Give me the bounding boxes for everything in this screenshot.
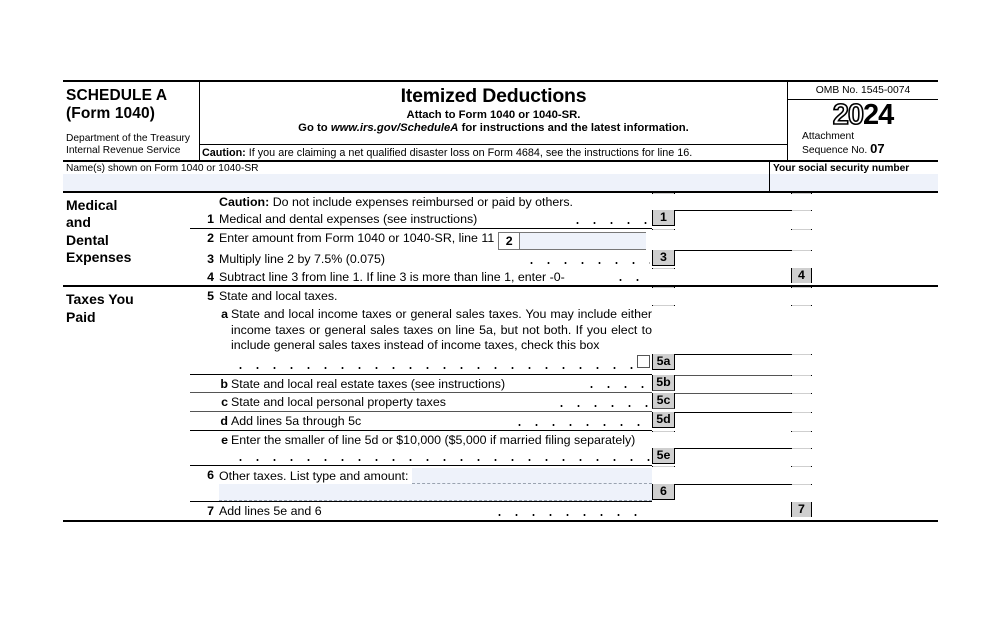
table-row — [190, 431, 938, 449]
line-5-number: 5 — [207, 289, 214, 304]
section-medical-body — [190, 193, 938, 286]
dept-line-1: Department of the Treasury — [66, 132, 191, 144]
line-5b-amount-input[interactable] — [675, 375, 791, 376]
line-4-box-label: 4 — [791, 268, 812, 283]
cola-spacer-5a-top — [652, 305, 675, 306]
line-5e-number — [190, 431, 214, 449]
line-5e-letter: e — [221, 432, 228, 447]
dept-line-2: Internal Revenue Service — [66, 145, 181, 157]
colb-spacer-5e — [791, 431, 812, 432]
line-1-box-label: 1 — [652, 210, 675, 226]
line-7-number: 7 — [207, 504, 214, 519]
line-4-leader — [608, 268, 652, 286]
line-5a-label: State and local income taxes or general sales taxes. You may include either income taxes or general sales taxes on line 5a, but not both. If you elect to include general sales taxes instead of income taxes, check this box — [231, 306, 652, 353]
section-taxes-label-line-1: Taxes You — [66, 291, 134, 308]
goto-instruction — [200, 122, 787, 134]
section-medical-label-line-3: Dental — [66, 231, 109, 248]
line-5a-amount-input[interactable] — [675, 354, 791, 355]
line-5c-number — [190, 393, 214, 411]
goto-suffix: for instructions and the latest information. — [458, 122, 689, 134]
line-5a-entry-row — [190, 354, 938, 375]
line-5e-leader — [228, 448, 652, 465]
schedule-name — [66, 87, 196, 124]
line-6-label: Other taxes. List type and amount: — [219, 468, 409, 483]
line-5e-entry-letter-spacer — [214, 456, 228, 458]
form-header — [63, 80, 938, 162]
line-5e-entry-num-spacer — [190, 456, 214, 458]
section-medical-label-line-2: and — [66, 214, 91, 231]
section-taxes-label — [63, 287, 190, 520]
line-1-leader — [565, 210, 652, 228]
line-5d-text: Add lines 5a through 5c — [231, 414, 362, 429]
line-5b-box-label: 5b — [652, 375, 675, 391]
table-row — [190, 305, 938, 354]
line-5-text: State and local taxes. — [219, 289, 338, 304]
line-5a-text — [228, 305, 652, 354]
medical-caution-row — [190, 193, 938, 211]
table-row — [190, 210, 938, 229]
schedule-name-text: SCHEDULE A — [66, 87, 168, 104]
table-row — [190, 412, 938, 431]
line-3-number-box-top — [652, 229, 675, 230]
ssn-field-group — [770, 162, 938, 191]
sales-tax-election-checkbox[interactable] — [637, 355, 650, 368]
schedule-form-text: (Form 1040) — [66, 105, 155, 123]
line-2-number: 2 — [207, 231, 214, 246]
header-omb-block — [788, 82, 938, 160]
medical-caution-num — [190, 193, 214, 211]
line-6-box-label: 6 — [652, 484, 675, 500]
line-2-amount-input[interactable] — [520, 233, 646, 249]
line-5c-amount-input[interactable] — [675, 393, 791, 394]
colb-spacer-5e2 — [791, 448, 812, 449]
colb-spacer-3 — [791, 229, 812, 230]
line-1-amount-input[interactable] — [675, 210, 791, 211]
colb-spacer-5b — [791, 375, 812, 376]
tax-year — [788, 99, 938, 131]
table-row — [190, 375, 938, 394]
line-6-text — [214, 466, 652, 484]
line-5a-entry-num-spacer — [190, 363, 214, 365]
sequence-number: 07 — [870, 141, 885, 157]
department-block — [66, 133, 196, 158]
colb-spacer-5d — [791, 412, 812, 413]
line-5a-letter: a — [221, 306, 228, 321]
line-2-text — [214, 229, 652, 250]
line-6-amount-input[interactable] — [675, 484, 791, 485]
line-5e-text: Enter the smaller of line 5d or $10,000 ($5,000 if married filing separately) — [231, 432, 636, 447]
attachment-sequence — [788, 131, 938, 158]
line-2-label: Enter amount from Form 1040 or 1040-SR, line 11 — [219, 231, 495, 246]
line-3-amount-input[interactable] — [675, 250, 791, 251]
tax-year-century: 20 — [832, 99, 863, 131]
cola-spacer-line7 — [652, 502, 675, 503]
cola-spacer-line4 — [652, 268, 675, 269]
line-5c-letter: c — [221, 395, 228, 410]
header-schedule-block — [63, 82, 200, 160]
omb-number: OMB No. 1545-0074 — [788, 82, 938, 100]
table-row — [190, 466, 938, 484]
header-caution-text: If you are claiming a net qualified disaster loss on Form 4684, see the instructions for line 16. — [245, 146, 693, 159]
table-row — [190, 287, 938, 305]
schedule-a-form — [63, 80, 938, 522]
name-input[interactable] — [63, 174, 769, 191]
colb-spacer-4 — [791, 250, 812, 251]
irs-url-link[interactable]: www.irs.gov/ScheduleA — [330, 122, 459, 134]
colb-spacer-line6b — [791, 484, 812, 485]
line-5c-text: State and local personal property taxes — [231, 395, 446, 410]
line-7-box-label: 7 — [791, 502, 812, 517]
colb-spacer-5a — [791, 305, 812, 306]
goto-prefix: Go to — [298, 122, 331, 134]
line-6-entry-num-spacer — [190, 499, 214, 501]
colb-spacer-line6 — [791, 466, 812, 467]
name-field-label: Name(s) shown on Form 1040 or 1040-SR — [66, 162, 259, 174]
line-2-inline-box — [498, 232, 646, 250]
line-7-leader — [487, 502, 652, 520]
line-5e-box-label: 5e — [652, 448, 675, 464]
colb-spacer-1 — [791, 193, 812, 194]
line-1-number: 1 — [207, 212, 214, 227]
cola-spacer-line6-top — [652, 466, 675, 467]
line-5a-leader — [228, 355, 635, 373]
line-4-text: Subtract line 3 from line 1. If line 3 is more than line 1, enter -0- — [219, 269, 565, 284]
table-row — [190, 502, 938, 520]
line-6-writein-type-input[interactable] — [412, 468, 652, 484]
section-taxes-label-line-2: Paid — [66, 308, 96, 325]
attachment-label: Attachment — [802, 130, 855, 142]
line-6-entry-row — [190, 484, 938, 502]
colb-spacer-2 — [791, 210, 812, 211]
cola-spacer-line5 — [652, 287, 675, 288]
medical-caution-body: Do not include expenses reimbursed or paid by others. — [269, 194, 573, 209]
line-1-number-box-top — [652, 193, 675, 194]
line-6-writein-amount-input[interactable] — [219, 484, 652, 501]
section-medical-label-line-1: Medical — [66, 196, 118, 213]
line-4-number: 4 — [207, 269, 214, 284]
medical-caution-text — [214, 193, 652, 211]
line-3-box-label: 3 — [652, 250, 675, 266]
line-5c-box-label: 5c — [652, 393, 675, 409]
taxpayer-identity-row — [63, 162, 938, 193]
line-5a-entry-letter-spacer — [214, 363, 228, 365]
attach-instruction: Attach to Form 1040 or 1040-SR. — [406, 109, 581, 121]
colb-spacer-line5 — [791, 287, 812, 288]
medical-caution-label: Caution: — [219, 194, 270, 209]
line-5d-amount-input[interactable] — [675, 412, 791, 413]
section-medical-label — [63, 193, 190, 286]
ssn-field-label: Your social security number — [773, 162, 910, 174]
line-5b-leader — [579, 375, 652, 393]
line-5b-letter: b — [220, 376, 228, 391]
header-caution — [200, 144, 787, 160]
sequence-label: Sequence No. — [802, 145, 868, 157]
line-5c-leader — [549, 393, 652, 411]
line-6-writein-row2 — [214, 484, 652, 501]
cola-spacer-5e-top — [652, 431, 675, 432]
table-row — [190, 268, 938, 286]
line-1-text: Medical and dental expenses (see instructions) — [219, 212, 478, 227]
table-row — [190, 250, 938, 268]
line-7-text: Add lines 5e and 6 — [219, 504, 322, 519]
section-medical-label-line-4: Expenses — [66, 248, 132, 265]
line-5b-number — [190, 375, 214, 393]
line-5d-number — [190, 412, 214, 430]
tax-year-short: 24 — [863, 99, 894, 131]
line-2-inline-box-label: 2 — [499, 233, 520, 249]
line-5b-text: State and local real estate taxes (see instructions) — [231, 376, 506, 391]
header-caution-label: Caution: — [202, 146, 246, 159]
form-title: Itemized Deductions — [400, 85, 587, 107]
table-row — [190, 229, 938, 250]
ssn-input[interactable] — [770, 174, 938, 191]
line-5a-checkbox-wrap — [635, 354, 652, 374]
colb-spacer-5c — [791, 393, 812, 394]
colb-spacer-5a2 — [791, 354, 812, 355]
section-taxes-you-paid — [63, 287, 938, 522]
cola-entry-5a-top — [675, 305, 791, 306]
name-field-group — [63, 162, 770, 191]
table-row — [190, 393, 938, 412]
line-3-number: 3 — [207, 252, 214, 267]
section-taxes-body — [190, 287, 938, 520]
line-5a-box-label: 5a — [652, 354, 675, 370]
line-6-number: 6 — [207, 468, 214, 483]
line-5a-number — [190, 305, 214, 307]
line-5e-entry-row — [190, 448, 938, 466]
line-5e-amount-input[interactable] — [675, 448, 791, 449]
line-3-text: Multiply line 2 by 7.5% (0.075) — [219, 252, 385, 267]
header-title-block — [200, 82, 788, 160]
line-5d-box-label: 5d — [652, 412, 675, 428]
section-medical-and-dental — [63, 193, 938, 288]
line-3-leader — [519, 250, 653, 268]
line-5d-leader — [507, 412, 652, 430]
line-5d-letter: d — [220, 414, 228, 429]
